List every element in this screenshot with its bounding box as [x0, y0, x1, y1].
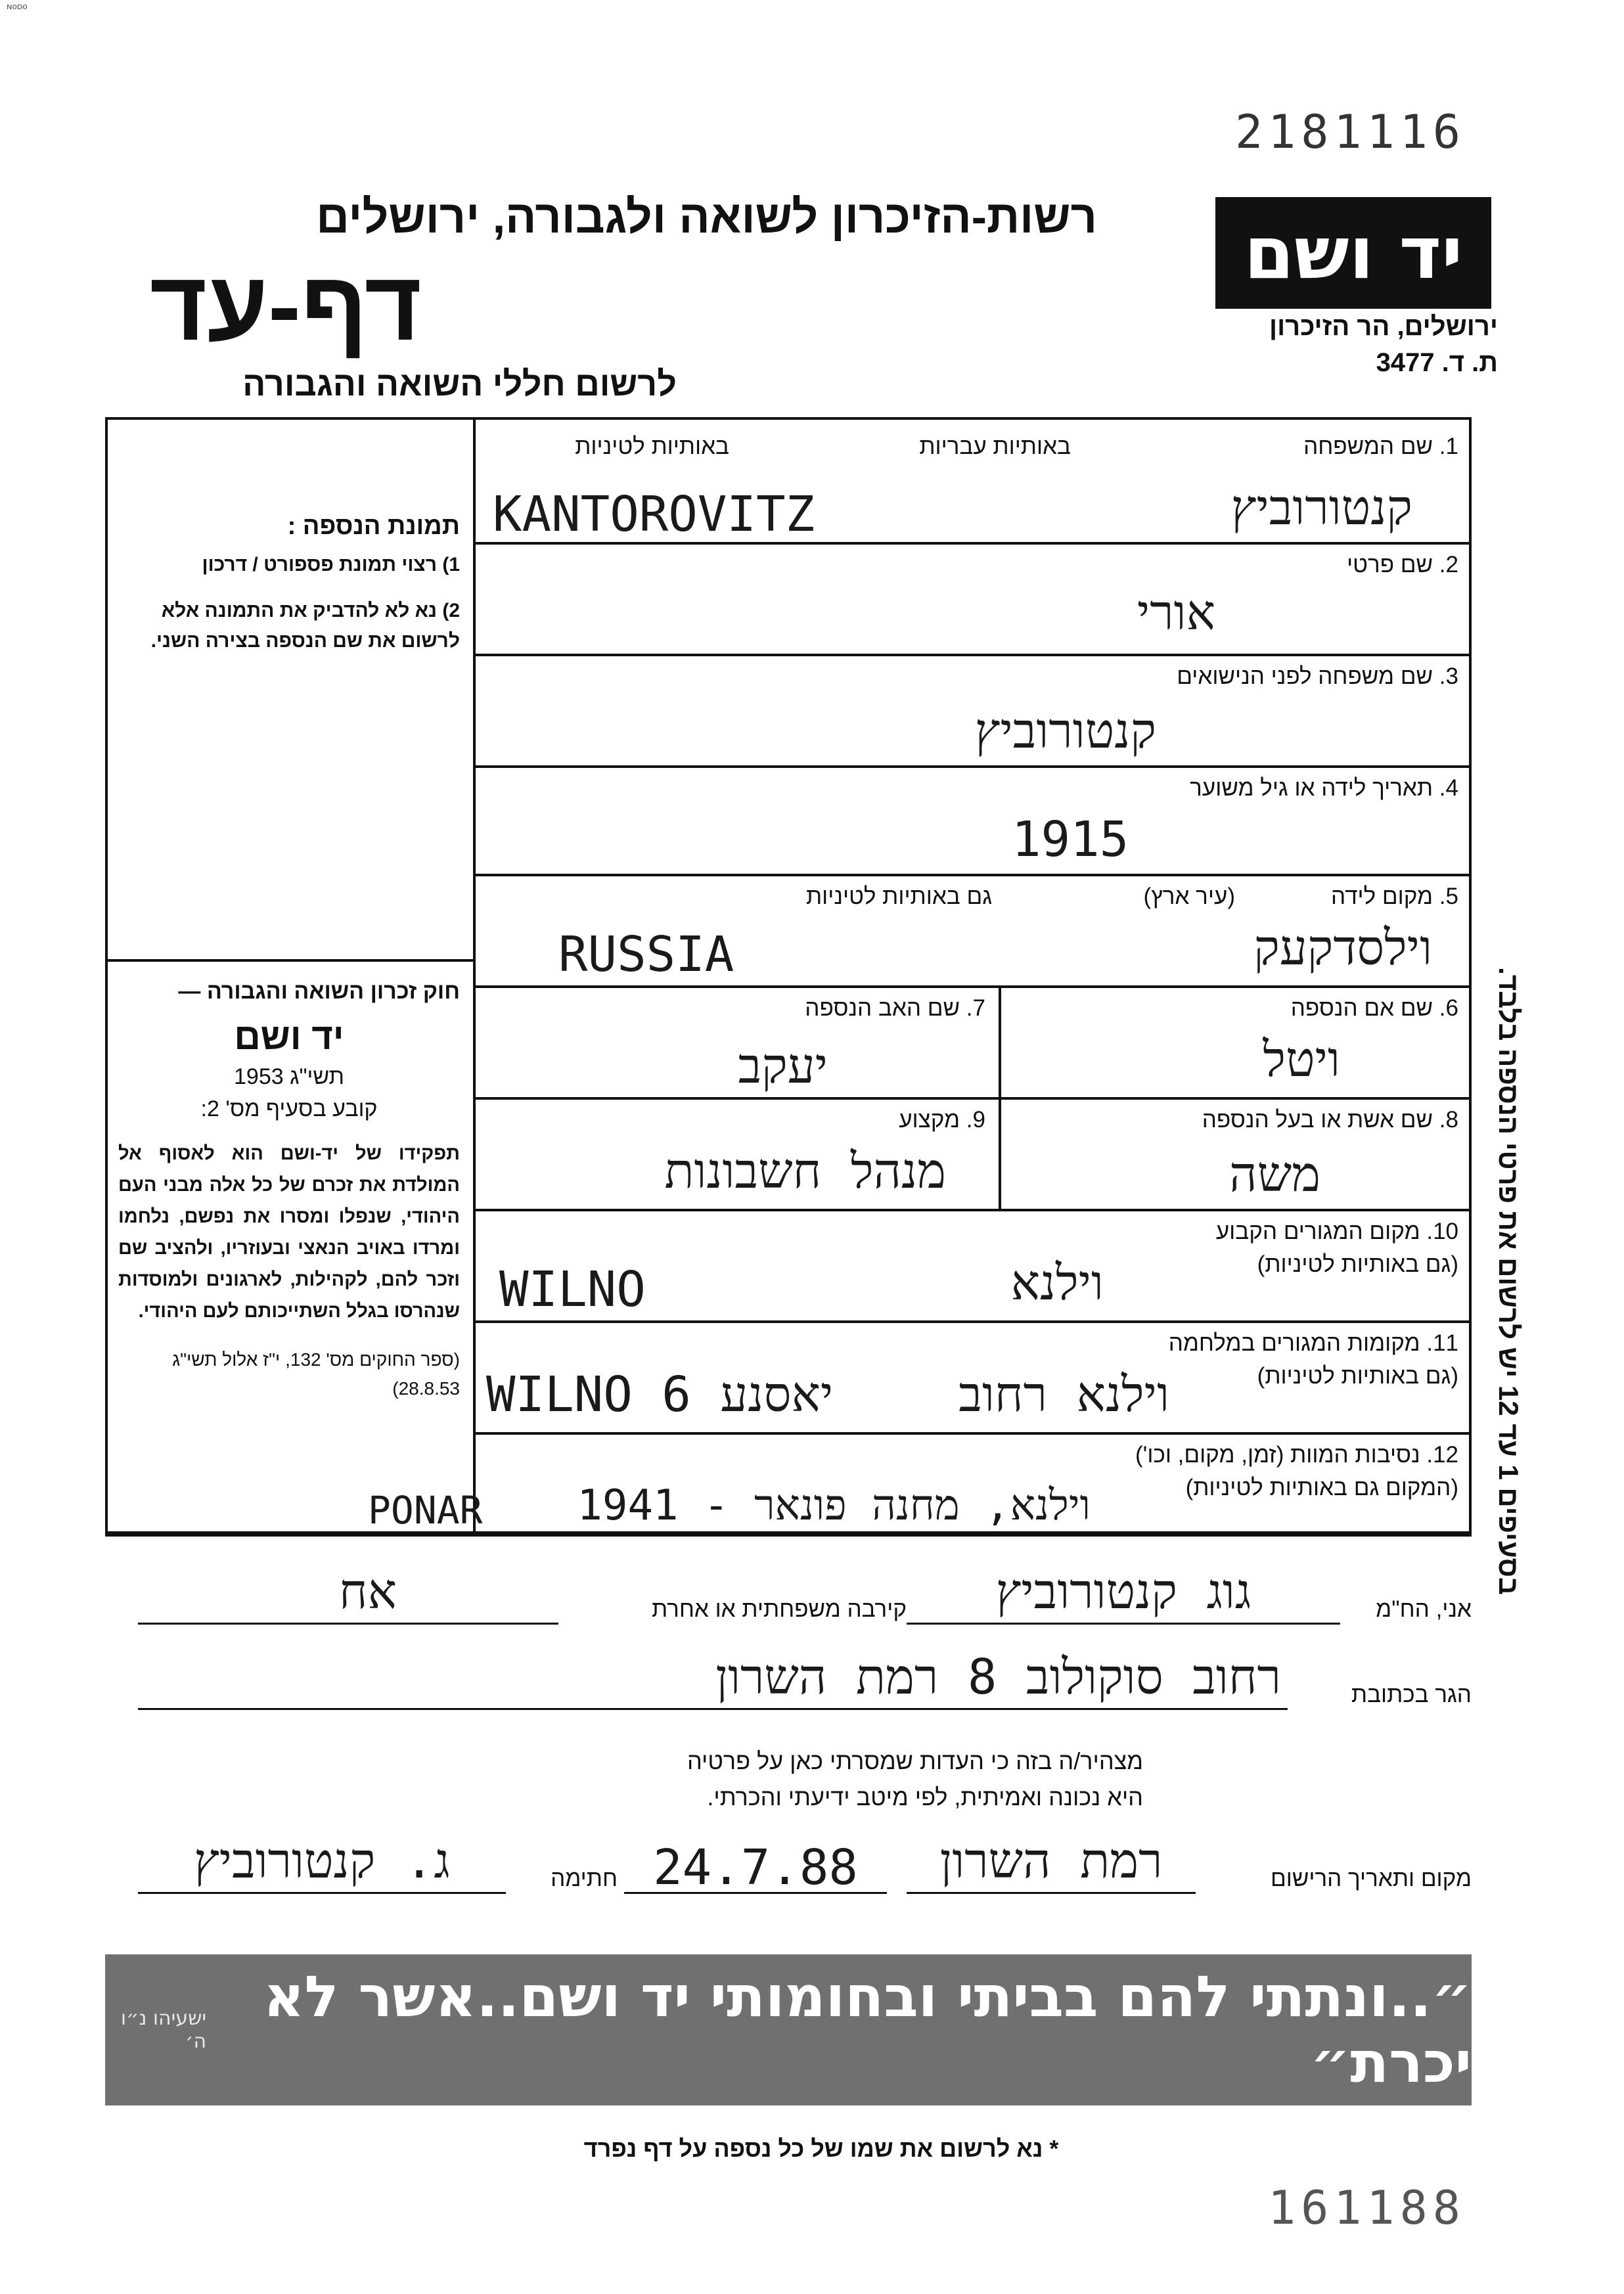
field-10-value-hebrew[interactable]: וילנא	[1010, 1255, 1104, 1311]
yad-vashem-logo: יד ושם	[1215, 197, 1491, 309]
row-line-8	[473, 1320, 1472, 1323]
field-3-value[interactable]: קנטורוביץ	[974, 703, 1156, 759]
logo-address: ירושלים, הר הזיכרון	[1269, 312, 1498, 341]
law-clause: קובע בסעיף מס' 2:	[200, 1096, 378, 1121]
field-1-latin-hint: באותיות לטיניות	[575, 434, 729, 459]
field-6-label: 6. שם אם הנספה	[1290, 995, 1458, 1021]
place-line	[907, 1892, 1196, 1894]
field-11-label: 11. מקומות המגורים במלחמה	[1168, 1330, 1458, 1356]
field-5-label: 5. מקום לידה	[1331, 884, 1458, 909]
field-4-value[interactable]: 1915	[1012, 811, 1129, 868]
declaration-line-2: היא נכונה ואמיתית, לפי מיטב ידיעתי והכרתי.	[707, 1784, 1143, 1810]
field-10-label: 10. מקום המגורים הקבוע	[1215, 1219, 1458, 1244]
signature-value[interactable]: ג. קנטורוביץ	[194, 1833, 450, 1889]
field-9-value[interactable]: מנהל חשבונות	[664, 1143, 946, 1200]
footnote: * נא לרשום את שמו של כל נספה על דף נפרד	[583, 2135, 1059, 2162]
vertical-note: בסעיפים 1 עד 12 יש לרשום את פרטי הנספה בלבד.	[1493, 967, 1524, 1595]
row-line-5	[473, 985, 1472, 988]
relation-value[interactable]: אח	[338, 1563, 397, 1620]
field-7-value[interactable]: יעקב	[738, 1038, 828, 1094]
field-1-label: 1. שם המשפחה	[1303, 434, 1458, 459]
field-9-label: 9. מקצוע	[899, 1107, 985, 1133]
field-1-hebrew-hint: באותיות עבריות	[919, 434, 1071, 459]
banner-reference: ישעיהו נ״ו ה׳	[120, 2007, 207, 2053]
law-year: תשי"ג 1953	[234, 1064, 344, 1089]
field-12-value-hebrew[interactable]: וילנא, מחנה פונאר - 1941	[577, 1481, 1091, 1530]
law-citation: (ספר החוקים מס' 132, י"ז אלול תשי"ג 28.8.53)	[172, 1349, 460, 1399]
field-11-value-latin[interactable]: WILNO 6 יאסנע	[486, 1366, 834, 1423]
relation-line	[138, 1623, 558, 1625]
field-6-value[interactable]: ויטל	[1263, 1031, 1340, 1088]
law-text: תפקידו של יד-ושם הוא לאסוף אל המולדת את זכרם של כל אלה מבני העם היהודי, שנפלו ומסרו את נפשם, נלחמו ומרדו באויב הנאצי ובעוזריו, ולהציב שם וזכר להם, לקהילות, לארגונים ולמוסדות שנהרסו בגלל השתייכותם לעם היהודי.	[118, 1143, 460, 1322]
row-line-7	[473, 1209, 1472, 1211]
field-7-label: 7. שם האב הנספה	[805, 995, 985, 1021]
declaration-line-1: מצהיר/ה בזה כי העדות שמסרתי כאן על פרטיה	[687, 1747, 1143, 1774]
row-line-2	[473, 654, 1472, 656]
field-4-label: 4. תאריך לידה או גיל משוער	[1190, 775, 1458, 801]
field-12-label: 12. נסיבות המוות (זמן, מקום, וכו')	[1135, 1442, 1458, 1468]
field-2-label: 2. שם פרטי	[1347, 552, 1458, 577]
row-line-4	[473, 874, 1472, 876]
declarant-i-label: אני, הח"מ	[1376, 1596, 1472, 1622]
declarant-i-value[interactable]: גוג קנטורוביץ	[995, 1563, 1252, 1620]
photo-note-1: 1) רצוי תמונת פספורט / דרכון	[202, 554, 460, 575]
row-line-6	[473, 1097, 1472, 1100]
banner-quote: ״..ונתתי להם בביתי ובחומותי יד ושם..אשר לא יכרת״	[263, 1964, 1472, 2096]
form-subtitle: לרשום חללי השואה והגבורה	[242, 365, 677, 403]
field-10-sub: (גם באותיות לטיניות)	[1257, 1251, 1458, 1277]
relation-label: קירבה משפחתית או אחרת	[652, 1596, 907, 1622]
field-5-latin-hint: גם באותיות לטיניות	[805, 884, 992, 909]
field-2-value[interactable]: אורי	[1137, 585, 1215, 641]
row-line-9	[473, 1432, 1472, 1435]
date-value[interactable]: 24.7.88	[653, 1839, 858, 1896]
logo-pobox: ת. ד. 3477	[1376, 348, 1498, 377]
address-line	[138, 1708, 1288, 1710]
law-title: חוק זכרון השואה והגבורה —	[178, 979, 460, 1004]
photo-box	[118, 512, 460, 676]
section-line	[105, 1534, 1472, 1537]
field-8-label: 8. שם אשת או בעל הנספה	[1202, 1107, 1458, 1133]
declarant-i-line	[907, 1623, 1340, 1625]
law-name: יד ושם	[234, 1016, 344, 1057]
law-box	[118, 979, 460, 1422]
corner-mark: ᴺ⁰ᴰ⁰	[7, 3, 28, 16]
field-5-paren: (עיר ארץ)	[1143, 884, 1235, 909]
address-label: הגר בכתובת	[1351, 1682, 1472, 1707]
row-split	[999, 985, 1001, 1209]
field-11-value-hebrew[interactable]: וילנא רחוב	[959, 1366, 1169, 1423]
address-value[interactable]: רחוב סוקולוב 8 רמת השרון	[715, 1649, 1281, 1705]
field-5-value-hebrew[interactable]: וילסדקעק	[1253, 920, 1432, 976]
field-12-value-latin[interactable]: PONAR	[368, 1488, 483, 1533]
field-8-value[interactable]: משה	[1229, 1146, 1320, 1203]
photo-box-title: תמונת הנספה :	[287, 512, 460, 540]
document-number: 2181116	[1235, 105, 1466, 159]
authority-title: רשות-הזיכרון לשואה ולגבורה, ירושלים	[316, 191, 1097, 242]
archive-number: 161188	[1268, 2181, 1466, 2235]
signature-label: חתימה	[551, 1866, 618, 1891]
row-line-3	[473, 765, 1472, 768]
field-11-sub: (גם באותיות לטיניות)	[1257, 1363, 1458, 1389]
field-3-label: 3. שם משפחה לפני הנישואים	[1177, 663, 1458, 689]
column-divider	[473, 417, 476, 1534]
place-date-label: מקום ותאריך הרישום	[1270, 1866, 1472, 1891]
quote-banner	[105, 1954, 1472, 2105]
field-1-value-latin[interactable]: KANTOROVITZ	[493, 486, 815, 543]
field-12-sub: (המקום גם באותיות לטיניות)	[1185, 1475, 1458, 1500]
field-1-value-hebrew[interactable]: קנטורוביץ	[1230, 480, 1412, 536]
form-title: דף-עד	[149, 250, 422, 361]
field-10-value-latin[interactable]: WILNO	[499, 1261, 646, 1318]
side-divider	[105, 959, 473, 962]
field-5-value-latin[interactable]: RUSSIA	[558, 926, 734, 983]
signature-line	[138, 1892, 506, 1894]
place-value[interactable]: רמת השרון	[939, 1833, 1163, 1889]
photo-note-2: 2) נא לא להדביק את התמונה אלא לרשום את שם הנספה בצירה השני.	[150, 600, 460, 652]
